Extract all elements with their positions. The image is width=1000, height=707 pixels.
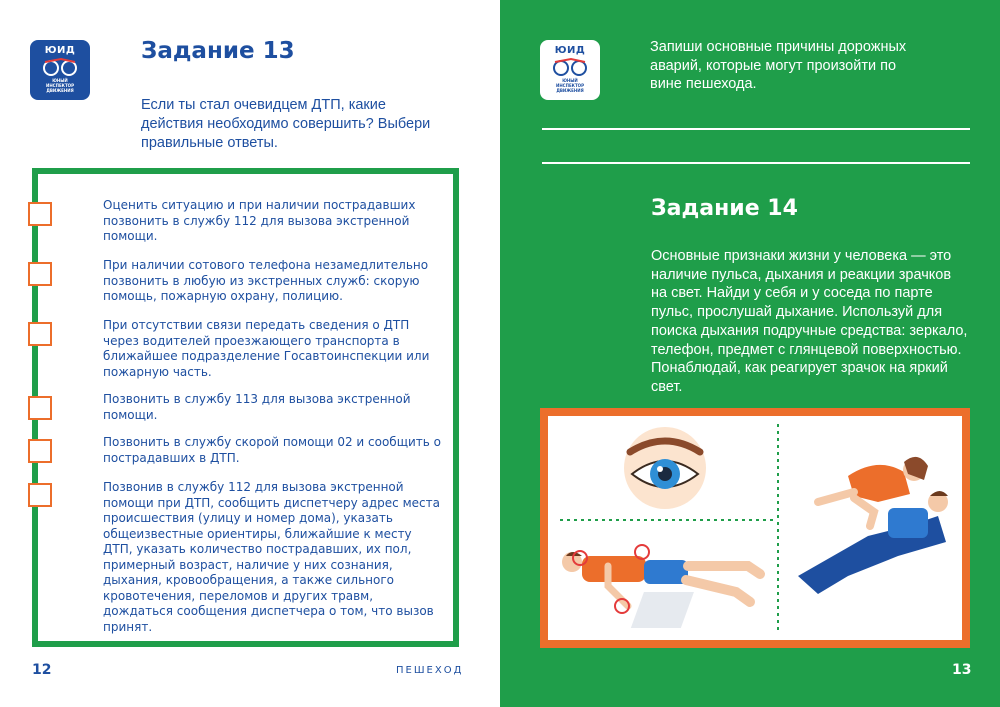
option-checkbox-1[interactable] bbox=[28, 202, 52, 226]
lying-person-icon bbox=[562, 545, 760, 628]
bicycle-icon bbox=[551, 57, 589, 77]
task-prompt: Запиши основные причины дорожных аварий, которые могут произойти по вине пешехода. bbox=[650, 39, 907, 92]
first-aid-illustration bbox=[540, 408, 970, 648]
yuid-logo bbox=[30, 40, 90, 100]
option-checkbox-4[interactable] bbox=[28, 396, 52, 420]
breathing-check-icon bbox=[798, 457, 948, 594]
section-name: ПЕШЕХОД bbox=[396, 665, 464, 676]
logo-title: ЮИД bbox=[554, 45, 586, 56]
option-text-1: Оценить ситуацию и при наличии пострадавших позвонить в службу 112 для вызова экстренной помощи. bbox=[103, 198, 416, 243]
right-page-number: 13 bbox=[952, 662, 972, 678]
option-text-2: При наличии сотового телефона незамедлительно позвонить в любую из экстренных служб: скорую помощь, пожарную охрану, полицию. bbox=[103, 258, 429, 303]
right-page bbox=[500, 0, 1000, 707]
eye-icon bbox=[624, 427, 706, 509]
task13-title: Задание 13 bbox=[141, 38, 295, 64]
logo-subtitle: ЮНЫЙ ИНСПЕКТОР ДВИЖЕНИЯ bbox=[45, 78, 75, 93]
answer-line-1[interactable] bbox=[542, 128, 970, 130]
logo-title: ЮИД bbox=[44, 45, 76, 56]
option-checkbox-3[interactable] bbox=[28, 322, 52, 346]
option-text-3: При отсутствии связи передать сведения о ДТП через водителей проезжающего транспорта в ближайшее подразделение Госавтоинспекции или пожарную часть. bbox=[103, 318, 430, 379]
option-text-6: Позвонив в службу 112 для вызова экстренной помощи при ДТП, сообщить диспетчеру адрес места происшествия (улицу и номер дома), указать общеизвестные ориентиры, ближайшие к месту ДТП, указать количество пострадавших, их пол, примерный возраст, наличие у них сознания, дыхания, кровообращения, а также сильного кровотечения, переломов и других травм, дождаться сообщения диспетчера о том, что вызов принят. bbox=[103, 480, 440, 634]
bicycle-icon bbox=[41, 57, 79, 77]
logo-subtitle: ЮНЫЙ ИНСПЕКТОР ДВИЖЕНИЯ bbox=[555, 78, 585, 93]
task13-intro: Если ты стал очевидцем ДТП, какие действия необходимо совершить? Выбери правильные ответы. bbox=[141, 97, 431, 151]
answer-line-2[interactable] bbox=[542, 162, 970, 164]
task14-title: Задание 14 bbox=[651, 196, 798, 221]
option-checkbox-6[interactable] bbox=[28, 483, 52, 507]
option-checkbox-2[interactable] bbox=[28, 262, 52, 286]
option-checkbox-5[interactable] bbox=[28, 439, 52, 463]
option-text-4: Позвонить в службу 113 для вызова экстренной помощи. bbox=[103, 392, 411, 422]
yuid-logo-right bbox=[540, 40, 600, 100]
left-page-number: 12 bbox=[32, 662, 52, 678]
illustration-svg bbox=[548, 416, 962, 640]
task14-text: Основные признаки жизни у человека — это наличие пульса, дыхания и реакции зрачков на свет. Найди у себя и у соседа по парте пульс, прослушай дыхание. Используй для поиска дыхания подручные средства: зеркало, телефон, предмет с глянцевой поверхностью. Понаблюдай, как реагирует зрачок на яркий свет. bbox=[651, 248, 968, 395]
option-text-5: Позвонить в службу скорой помощи 02 и сообщить о пострадавших в ДТП. bbox=[103, 435, 442, 465]
